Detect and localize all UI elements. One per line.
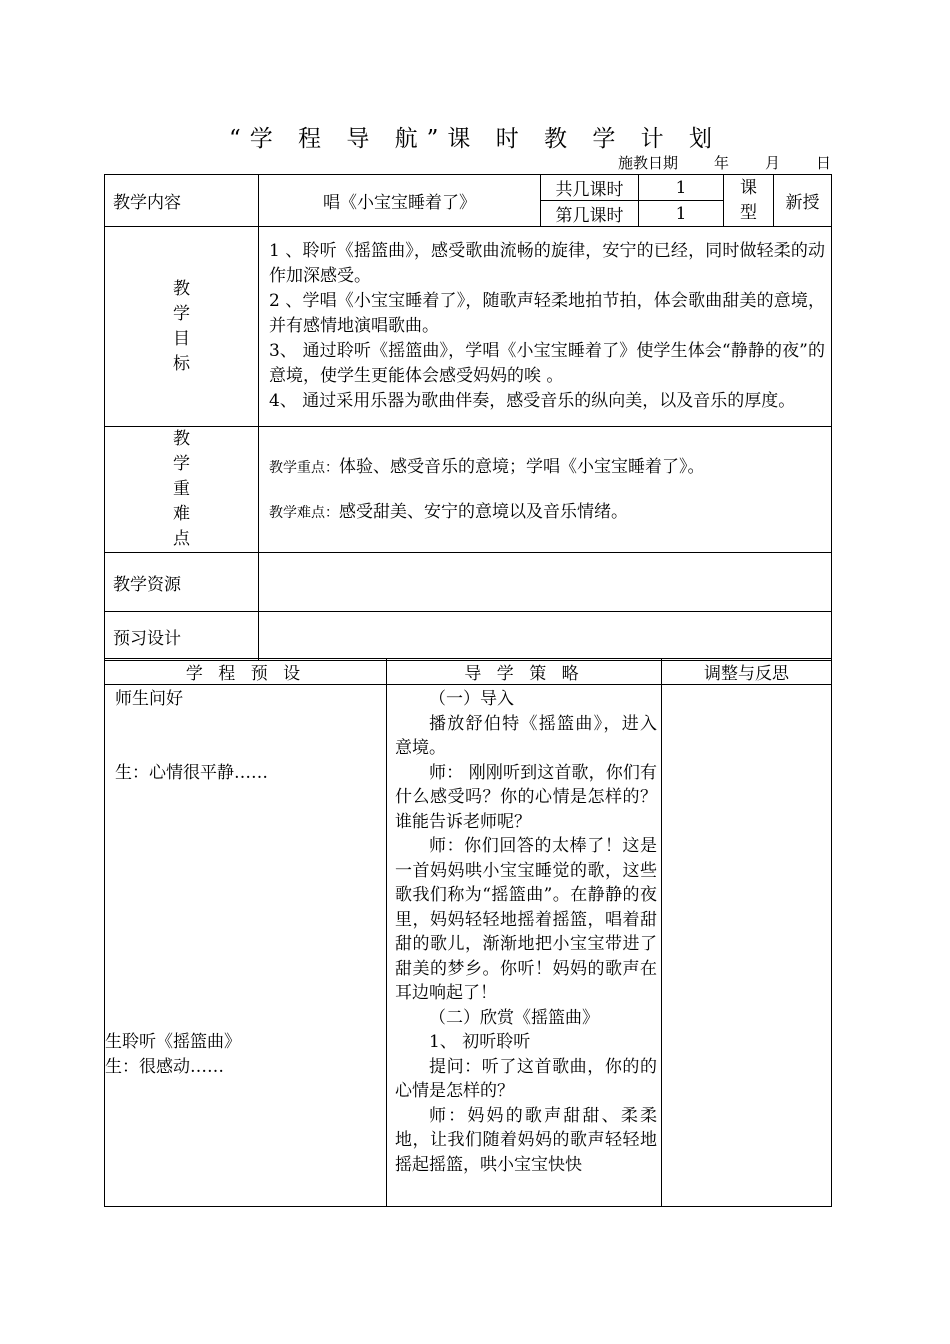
strategy-paragraph: 师：妈妈的歌声甜甜、柔柔地，让我们随着妈妈的歌声轻轻地摇起摇篮，哄小宝宝快快	[395, 1105, 657, 1175]
date-day: 日	[816, 154, 832, 172]
objectives-content	[259, 227, 832, 427]
objective-item: 3、 通过聆听《摇篮曲》，学唱《小宝宝睡着了》使学生体会“静静的夜”的意境，使学生更能体会感受妈妈的唉 。	[269, 341, 825, 386]
strategy-heading: （一）导入	[429, 689, 514, 709]
difficult-point-head: 教学难点：	[269, 504, 339, 521]
total-periods-label: 共几课时	[541, 175, 639, 201]
process-table	[104, 658, 832, 1207]
reflection-cell	[662, 685, 832, 1207]
focus-label	[105, 427, 259, 553]
objective-item: 1 、聆听《摇篮曲》，感受歌曲流畅的旋律，安宁的已经，同时做轻柔的动作加深感受。	[269, 241, 825, 286]
strategy-content	[387, 685, 662, 1207]
focus-label-char: 学	[173, 454, 190, 474]
strategy-heading: （二）欣赏《摇篮曲》	[429, 1007, 599, 1028]
student-note: 生聆听《摇篮曲》	[105, 1032, 241, 1052]
strategy-paragraph: 师：你们回答的太棒了！这是一首妈妈哄小宝宝睡觉的歌，这些歌我们称为“摇篮曲”。在静静的夜里，妈妈轻轻地摇着摇篮，唱着甜甜的歌儿，渐渐地把小宝宝带进了甜美的梦乡。你听！妈妈的歌声在耳边响起了！	[395, 836, 657, 1003]
lesson-type-char-2: 型	[740, 202, 757, 223]
page-title: “学 程 导 航”课 时 教 学 计 划	[228, 126, 721, 152]
lesson-type-char-1: 课	[740, 177, 757, 198]
objectives-label	[105, 227, 259, 427]
key-point-text: 体验、感受音乐的意境；学唱《小宝宝睡着了》。	[339, 456, 705, 477]
resources-value	[259, 553, 832, 612]
content-label: 教学内容	[105, 175, 259, 227]
focus-label-char: 点	[173, 529, 190, 549]
strategy-subheading: 1、 初听聆听	[429, 1032, 531, 1052]
lesson-type-value: 新授	[774, 175, 832, 227]
lesson-plan-table	[104, 174, 832, 661]
focus-label-char: 重	[173, 479, 190, 499]
process-col-header: 调整与反思	[662, 659, 832, 685]
key-point-head: 教学重点：	[269, 459, 339, 476]
date-line	[618, 152, 831, 173]
objectives-label-char: 学	[173, 303, 190, 324]
nth-period-label: 第几课时	[541, 201, 639, 227]
student-notes	[105, 685, 387, 1207]
process-col-header: 导 学 策 略	[387, 659, 662, 685]
strategy-paragraph: 播放舒伯特《摇篮曲》，进入意境。	[395, 713, 657, 758]
lesson-title: 唱《小宝宝睡着了》	[259, 175, 541, 227]
strategy-paragraph: 师： 刚刚听到这首歌，你们有什么感受吗？你的心情是怎样的？谁能告诉老师呢？	[395, 762, 657, 832]
objectives-label-char: 目	[173, 328, 190, 349]
focus-label-char: 难	[173, 504, 190, 524]
process-col-header: 学 程 预 设	[105, 659, 387, 685]
preview-label: 预习设计	[105, 612, 259, 661]
date-year: 年	[714, 154, 730, 172]
student-note: 师生问好	[115, 689, 183, 709]
focus-content	[259, 427, 832, 553]
preview-value	[259, 612, 832, 661]
difficult-point	[269, 500, 823, 525]
key-point	[269, 455, 823, 480]
total-periods-value: 1	[639, 175, 724, 201]
lesson-type-label	[724, 175, 774, 227]
date-month: 月	[765, 154, 781, 172]
focus-label-char: 教	[173, 429, 190, 449]
student-note: 生：很感动……	[105, 1056, 224, 1077]
date-label: 施教日期	[618, 154, 679, 172]
objectives-label-char: 教	[173, 278, 190, 299]
strategy-paragraph: 提问：听了这首歌曲，你的的心情是怎样的？	[395, 1056, 657, 1101]
resources-label: 教学资源	[105, 553, 259, 612]
nth-period-value: 1	[639, 201, 724, 227]
objective-item: 2 、学唱《小宝宝睡着了》，随歌声轻柔地拍节拍，体会歌曲甜美的意境，并有感情地演唱歌曲。	[269, 291, 825, 336]
objective-item: 4、 通过采用乐器为歌曲伴奏，感受音乐的纵向美，以及音乐的厚度。	[269, 391, 796, 411]
difficult-point-text: 感受甜美、安宁的意境以及音乐情绪。	[339, 501, 628, 522]
objectives-label-char: 标	[173, 353, 190, 374]
student-note: 生：心情很平静……	[115, 762, 268, 783]
